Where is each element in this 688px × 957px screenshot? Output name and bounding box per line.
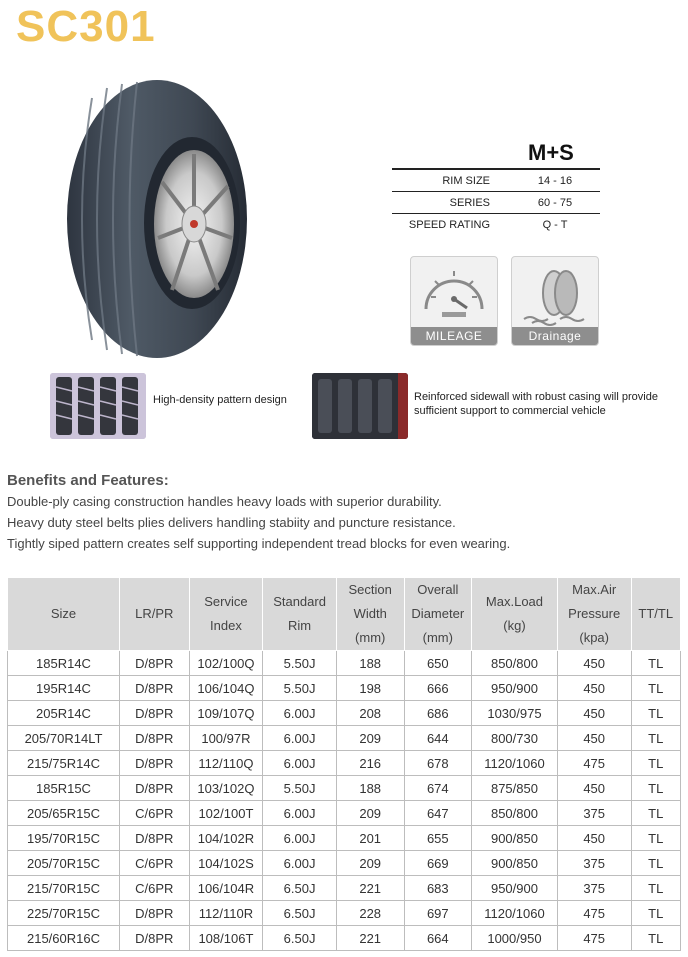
table-cell: 112/110Q [189, 751, 263, 776]
table-cell: 6.00J [263, 826, 337, 851]
table-cell: 6.50J [263, 901, 337, 926]
table-cell: TL [631, 751, 681, 776]
table-row [8, 926, 681, 951]
spec-label: SERIES [392, 192, 510, 214]
table-cell: 205/70R15C [8, 851, 120, 876]
column-header [8, 578, 120, 651]
column-header-line: (kg) [503, 618, 526, 633]
table-cell: 188 [336, 651, 404, 676]
column-header-line: (kpa) [579, 630, 609, 645]
table-cell: D/8PR [119, 726, 189, 751]
spec-row [392, 169, 600, 192]
column-header-line: Rim [288, 618, 312, 633]
table-cell: 850/800 [472, 651, 558, 676]
drainage-label: Drainage [512, 327, 598, 345]
column-header [472, 578, 558, 651]
table-cell: C/6PR [119, 876, 189, 901]
column-header-line: Pressure [568, 606, 621, 621]
column-header [404, 578, 472, 651]
table-cell: D/8PR [119, 676, 189, 701]
table-cell: 375 [557, 876, 631, 901]
table-cell: 678 [404, 751, 472, 776]
table-cell: 475 [557, 901, 631, 926]
tire-image [62, 78, 252, 360]
column-header-line: (mm) [422, 630, 453, 645]
table-cell: TL [631, 901, 681, 926]
spec-value: Q - T [510, 214, 600, 236]
table-cell: TL [631, 876, 681, 901]
table-cell: C/6PR [119, 801, 189, 826]
table-row [8, 651, 681, 676]
table-cell: 5.50J [263, 651, 337, 676]
pattern-thumbnail [50, 373, 146, 439]
table-cell: TL [631, 826, 681, 851]
table-cell: TL [631, 926, 681, 951]
drainage-badge [511, 256, 599, 346]
table-cell: 650 [404, 651, 472, 676]
table-cell: 106/104R [189, 876, 263, 901]
table-cell: 208 [336, 701, 404, 726]
table-cell: TL [631, 676, 681, 701]
table-row [8, 801, 681, 826]
table-row [8, 676, 681, 701]
feature-pattern-text: High-density pattern design [153, 394, 287, 406]
table-cell: 205/70R14LT [8, 726, 120, 751]
table-cell: 900/850 [472, 826, 558, 851]
spec-label: SPEED RATING [392, 214, 510, 236]
table-cell: TL [631, 726, 681, 751]
table-cell: 475 [557, 926, 631, 951]
column-header [631, 578, 681, 651]
table-cell: 655 [404, 826, 472, 851]
table-cell: 6.00J [263, 751, 337, 776]
benefit-line: Tightly siped pattern creates self supporting independent tread blocks for even wearing. [7, 536, 511, 551]
table-cell: 104/102S [189, 851, 263, 876]
table-cell: 875/850 [472, 776, 558, 801]
table-row [8, 901, 681, 926]
spec-value: 60 - 75 [510, 192, 600, 214]
table-cell: 195/70R15C [8, 826, 120, 851]
table-cell: TL [631, 776, 681, 801]
table-cell: 185R15C [8, 776, 120, 801]
table-cell: 950/900 [472, 676, 558, 701]
table-cell: 6.00J [263, 726, 337, 751]
column-header-line: Standard [273, 594, 326, 609]
mileage-label: MILEAGE [411, 327, 497, 345]
table-cell: 5.50J [263, 676, 337, 701]
table-cell: 109/107Q [189, 701, 263, 726]
table-cell: 215/60R16C [8, 926, 120, 951]
table-cell: 450 [557, 726, 631, 751]
table-cell: 664 [404, 926, 472, 951]
table-cell: 104/102R [189, 826, 263, 851]
column-header [189, 578, 263, 651]
column-header-line: Max.Load [485, 594, 544, 609]
table-cell: D/8PR [119, 826, 189, 851]
spec-row [392, 214, 600, 236]
table-row [8, 726, 681, 751]
table-cell: 188 [336, 776, 404, 801]
table-cell: D/8PR [119, 751, 189, 776]
table-cell: 100/97R [189, 726, 263, 751]
table-cell: 1120/1060 [472, 901, 558, 926]
table-row [8, 701, 681, 726]
table-cell: 225/70R15C [8, 901, 120, 926]
table-row [8, 826, 681, 851]
table-cell: 6.00J [263, 701, 337, 726]
table-cell: TL [631, 851, 681, 876]
table-cell: 205/65R15C [8, 801, 120, 826]
column-header-line: TT/TL [638, 606, 674, 621]
table-cell: 185R14C [8, 651, 120, 676]
table-header-row [8, 578, 681, 651]
mileage-badge [410, 256, 498, 346]
table-cell: 201 [336, 826, 404, 851]
table-cell: 475 [557, 751, 631, 776]
table-row [8, 751, 681, 776]
table-cell: 102/100Q [189, 651, 263, 676]
column-header-line: Overall [417, 582, 459, 597]
table-cell: 205R14C [8, 701, 120, 726]
column-header [263, 578, 337, 651]
table-cell: 221 [336, 926, 404, 951]
column-header-line: Section [348, 582, 392, 597]
table-row [8, 851, 681, 876]
benefits-title: Benefits and Features: [7, 472, 169, 489]
table-cell: 195R14C [8, 676, 120, 701]
table-cell: 108/106T [189, 926, 263, 951]
table-cell: 215/70R15C [8, 876, 120, 901]
model-title: SC301 [16, 2, 156, 51]
table-cell: 102/100T [189, 801, 263, 826]
table-cell: 228 [336, 901, 404, 926]
sidewall-thumbnail [312, 373, 408, 439]
table-cell: 209 [336, 726, 404, 751]
table-row [8, 776, 681, 801]
table-row [8, 876, 681, 901]
table-cell: D/8PR [119, 776, 189, 801]
table-cell: 450 [557, 651, 631, 676]
table-cell: 647 [404, 801, 472, 826]
table-cell: 450 [557, 826, 631, 851]
feature-sidewall-line: Reinforced sidewall with robust casing will provide [414, 391, 658, 403]
table-cell: 375 [557, 801, 631, 826]
table-cell: TL [631, 651, 681, 676]
table-cell: 215/75R14C [8, 751, 120, 776]
table-cell: C/6PR [119, 851, 189, 876]
column-header-line: Service [204, 594, 248, 609]
table-cell: 450 [557, 776, 631, 801]
spec-row [392, 192, 600, 214]
table-cell: 1030/975 [472, 701, 558, 726]
table-cell: 6.00J [263, 851, 337, 876]
table-cell: TL [631, 801, 681, 826]
table-cell: D/8PR [119, 651, 189, 676]
spec-table [392, 168, 600, 235]
table-cell: 950/900 [472, 876, 558, 901]
table-cell: 209 [336, 801, 404, 826]
table-cell: 450 [557, 701, 631, 726]
feature-sidewall-text [414, 390, 658, 418]
column-header [336, 578, 404, 651]
column-header-line: Max.Air [572, 582, 617, 597]
column-header-line: Diameter [411, 606, 465, 621]
column-header-line: Size [50, 606, 77, 621]
table-cell: 198 [336, 676, 404, 701]
gauge-icon [411, 257, 497, 327]
table-cell: 850/800 [472, 801, 558, 826]
table-cell: D/8PR [119, 901, 189, 926]
table-cell: D/8PR [119, 701, 189, 726]
tire-water-icon [512, 257, 598, 327]
table-cell: 209 [336, 851, 404, 876]
table-cell: 1120/1060 [472, 751, 558, 776]
benefit-line: Double-ply casing construction handles heavy loads with superior durability. [7, 494, 442, 509]
table-cell: 221 [336, 876, 404, 901]
feature-sidewall-line: sufficient support to commercial vehicle [414, 405, 606, 417]
table-cell: 669 [404, 851, 472, 876]
table-cell: 1000/950 [472, 926, 558, 951]
column-header [119, 578, 189, 651]
column-header-line: Index [210, 618, 242, 633]
column-header-line: (mm) [355, 630, 386, 645]
table-cell: 216 [336, 751, 404, 776]
column-header [557, 578, 631, 651]
table-cell: 686 [404, 701, 472, 726]
table-cell: 900/850 [472, 851, 558, 876]
table-cell: TL [631, 701, 681, 726]
table-cell: 800/730 [472, 726, 558, 751]
column-header-line: Width [353, 606, 387, 621]
table-cell: 106/104Q [189, 676, 263, 701]
table-cell: 6.50J [263, 926, 337, 951]
table-cell: 5.50J [263, 776, 337, 801]
table-cell: 683 [404, 876, 472, 901]
spec-label: RIM SIZE [392, 169, 510, 192]
benefit-line: Heavy duty steel belts plies delivers handling stabiity and puncture resistance. [7, 515, 456, 530]
table-cell: 674 [404, 776, 472, 801]
spec-value: 14 - 16 [510, 169, 600, 192]
table-cell: 666 [404, 676, 472, 701]
table-cell: 450 [557, 676, 631, 701]
table-cell: 644 [404, 726, 472, 751]
column-header-line: LR/PR [135, 606, 174, 621]
table-cell: 6.00J [263, 801, 337, 826]
table-cell: 6.50J [263, 876, 337, 901]
table-cell: D/8PR [119, 926, 189, 951]
table-cell: 697 [404, 901, 472, 926]
size-table [7, 577, 681, 951]
season-rating: M+S [528, 140, 574, 165]
table-cell: 375 [557, 851, 631, 876]
table-cell: 103/102Q [189, 776, 263, 801]
table-cell: 112/110R [189, 901, 263, 926]
